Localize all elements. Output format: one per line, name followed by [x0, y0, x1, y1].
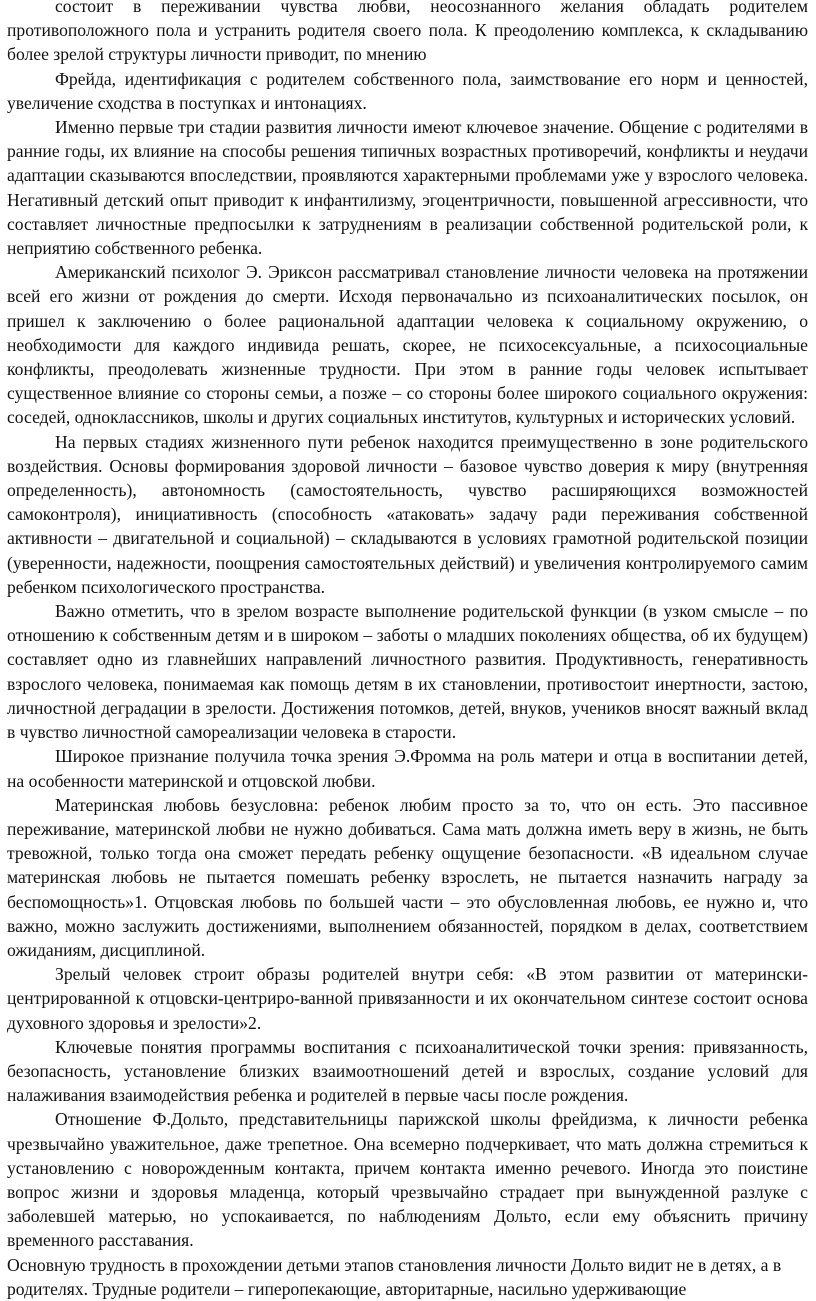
paragraph-mature-age-parenting: Важно отметить, что в зрелом возрасте выполнение родительской функции (в узком смысле – по отношению к собственным детям и в широком – заботы о младших поколениях общества, об их будущем) составляет одно из главнейших направлений личностного развития. Продуктивность, генеративность взрослого человека, понимаемая как помощь детям в их становлении, противостоит инертности, застою, личностной деградации в зрелости. Достижения потомков, детей, внуков, учеников вносят важный вклад в чувство личностной самореализации человека в старости.	[7, 601, 808, 743]
paragraph-key-concepts: Ключевые понятия программы воспитания с психоаналитической точки зрения: привязанность, безопасность, установление близких взаимоотношений детей и взрослых, создание условий для налаживания взаимодействия ребенка и родителей в первые часы после рождения.	[7, 1036, 808, 1106]
paragraph-first-three-stages: Именно первые три стадии развития личности имеют ключевое значение. Общение с родителями в ранние годы, их влияние на способы решения типичных возрастных противоречий, конфликты и неудачи адаптации сказываются впоследствии, проявляются характерными проблемами уже у взрослого человека. Негативный детский опыт приводит к инфантилизму, эгоцентричности, повышенной агрессивности, что составляет личностные предпосылки к затруднениям в реализации собственной родительской роли, к неприятию собственного ребенка.	[7, 117, 808, 259]
paragraph-oedipus-complex: состоит в переживании чувства любви, неосознанного желания обладать родителем противоположного пола и устранить родителя своего пола. К преодолению комплекса, к складыванию более зрелой структуры личности приводит, по мнению	[7, 0, 808, 65]
paragraph-freud-identification: Фрейда, идентификация с родителем собственного пола, заимствование его норм и ценностей, увеличение сходства в поступках и интонациях.	[7, 68, 808, 113]
paragraph-dolto: Отношение Ф.Дольто, представительницы парижской школы фрейдизма, к личности ребенка чрезвычайно уважительное, даже трепетное. Она всемерно подчеркивает, что мать должна стремиться к установлению с новорожденным контакта, причем контакта именно речевого. Иногда это поистине вопрос жизни и здоровья младенца, который чрезвычайно страдает при вынужденной разлуке с заболевшей матерью, но успокаивается, по наблюдениям Дольто, если ему объяснить причину временного расставания.	[7, 1109, 808, 1251]
paragraph-erikson: Американский психолог Э. Эриксон рассматривал становление личности человека на протяжении всей его жизни от рождения до смерти. Исходя первоначально из психоаналитических посылок, он пришел к заключению о более рациональной адаптации человека к социальному окружению, о необходимости для каждого индивида решать, скорее, не психосексуальные, а психосоциальные конфликты, преодолевать жизненные трудности. При этом в ранние годы человек испытывает существенное влияние со стороны семьи, а позже – со стороны более широкого социального окружения: соседей, одноклассников, школы и других социальных институтов, культурных и исторических условий.	[7, 262, 808, 428]
paragraph-early-life-stages: На первых стадиях жизненного пути ребенок находится преимущественно в зоне родительского воздействия. Основы формирования здоровой личности – базовое чувство доверия к миру (внутренняя определенность), автономность (самостоятельность, чувство расширяющихся возможностей самоконтроля), инициативность (способность «атаковать» задачу ради переживания собственной активности – двигательной и социальной) – складываются в условиях грамотной родительской позиции (уверенности, надежности, поощрения самостоятельных действий) и увеличения контролируемого самим ребенком психологического пространства.	[7, 431, 808, 597]
paragraph-maternal-love: Материнская любовь безусловна: ребенок любим просто за то, что он есть. Это пассивное переживание, материнской любви не нужно добиваться. Сама мать должна иметь веру в жизнь, не быть тревожной, только тогда она сможет передать ребенку ощущение безопасности. «В идеальном случае материнская любовь не пытается помешать ребенку взрослеть, не пытается назначить награду за беспомощность»1. Отцовская любовь по большей части – это обусловленная любовь, ее нужно и, что важно, можно заслужить достижениями, выполнением обязанностей, порядком в делах, соответствием ожиданиям, дисциплиной.	[7, 794, 808, 960]
paragraph-fromm-intro: Широкое признание получила точка зрения Э.Фромма на роль матери и отца в воспитании детей, на особенности материнской и отцовской любви.	[7, 746, 808, 791]
paragraph-dolto-difficulty: Основную трудность в прохождении детьми этапов становления личности Дольто видит не в детях, а в родителях. Трудные родители – гиперопекающие, авторитарные, насильно удерживающие	[7, 1254, 782, 1299]
paragraph-mature-person: Зрелый человек строит образы родителей внутри себя: «В этом развитии от матерински-центрированной к отцовски-центриро-ванной привязанности и их окончательном синтезе состоит основа духовного здоровья и зрелости»2.	[7, 964, 808, 1033]
